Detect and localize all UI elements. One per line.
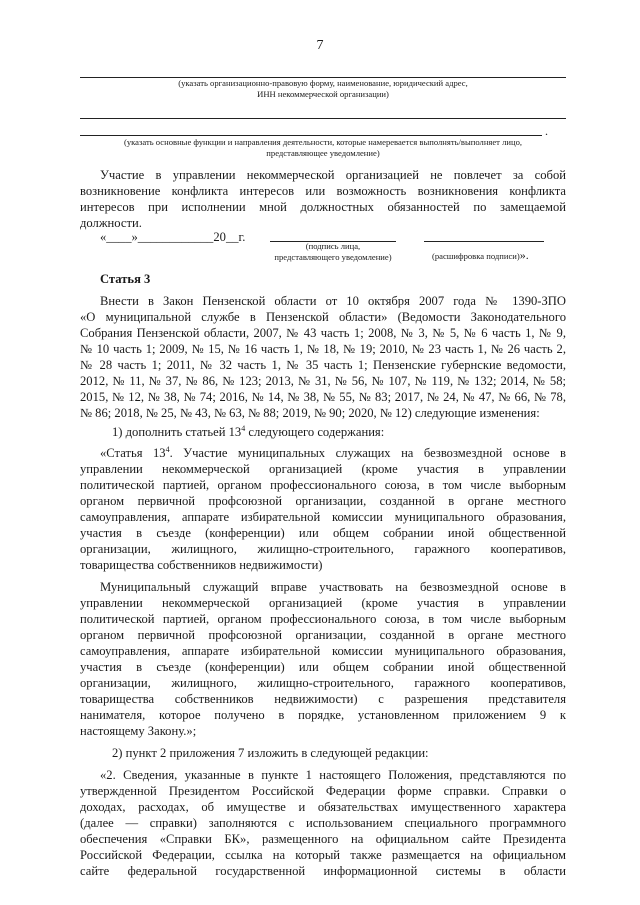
text-line: товарищества собственников недвижимости) с разрешения представителя	[80, 692, 566, 706]
text-line: Собрания Пензенской области, 2007, № 43 часть 1; 2008, № 3, № 5, № 6 часть 1, № 9,	[80, 326, 566, 340]
signature-date: «____»____________20__г.	[100, 230, 246, 244]
text-line: органом первичной профсоюзной организации, созданной в органе местного	[80, 628, 566, 642]
text-line: «2. Сведения, указанные в пункте 1 настоящего Положения, представляются по	[100, 768, 566, 782]
text-line: Участие в управлении некоммерческой организацией не повлечет за собой	[100, 168, 566, 182]
text-line: политической партией, органом профессионального союза, в том числе выборным	[80, 612, 566, 626]
signature-caption: (подпись лица, представляющего уведомление)	[274, 241, 392, 262]
quote-close: ».	[519, 248, 529, 262]
text-line: 2012, № 11, № 37, № 86, № 123; 2013, № 31, № 56, № 107, № 119, № 132; 2014, № 58;	[80, 374, 566, 388]
text-line: № 10 часть 1; 2009, № 15, № 16 часть 1, № 18, № 19; 2010, № 23 часть 1, № 26 часть 2,	[80, 342, 566, 356]
decode-caption: (расшифровка подписи)».	[432, 248, 529, 262]
text-line: № 28 часть 1; 2011, № 32 часть 1, № 35 часть 1; Пензенские губернские ведомости,	[80, 358, 566, 372]
text-line: сайте федеральной государственной информационной системы в области	[80, 864, 566, 878]
text-line: настоящему Закону.»;	[80, 724, 197, 738]
text-line: 2015, № 12, № 38, № 74; 2016, № 14, № 38, № 55, № 83; 2017, № 24, № 47, № 66, № 78,	[80, 390, 566, 404]
article-heading: Статья 3	[100, 272, 151, 286]
text-line: должности.	[80, 216, 142, 230]
text-line: товарищества собственников недвижимости)	[80, 558, 323, 572]
text-line: Российской Федерации, ссылка на который также размещается на официальном	[80, 848, 566, 862]
list-item-1: 1) дополнить статьей $13^4$ следующего содержания:	[112, 423, 385, 439]
text-line: управлении некоммерческой организацией (кроме участия в управлении	[80, 596, 566, 610]
decode-signature-line	[424, 241, 544, 242]
text-line: нанимателя, которое получено в порядке, установленном приложением 9 к	[80, 708, 566, 722]
fill-line-functions-1	[80, 118, 566, 119]
text-line: организации, жилищного, жилищно-строительного, гаражного кооперативов,	[80, 542, 566, 556]
text-line: «Статья $13^4$. Участие муниципальных служащих на безвозмездной основе в	[100, 444, 567, 460]
text-line: политической партией, органом профессионального союза, в том числе выборным	[80, 478, 566, 492]
text-line: (далее — справки) заполняются с использованием специального программного	[80, 816, 566, 830]
text-line: самоуправления, аппарате избирательной комиссии муниципального образования,	[80, 510, 566, 524]
text-line: обеспечения «Справки БК», размещенного на официальном сайте Президента	[80, 832, 566, 846]
text-line: Муниципальный служащий вправе участвовать на безвозмездной основе в	[100, 580, 566, 594]
text-line: возникновение конфликта интересов или возможность возникновения конфликта	[80, 184, 566, 198]
text-line: № 86; 2018, № 25, № 43, № 63, № 88; 2019, № 90; 2020, № 12) следующие изменения:	[80, 406, 540, 420]
text-line: Внести в Закон Пензенской области от 10 октября 2007 года № 1390-ЗПО	[100, 294, 566, 308]
text-line: самоуправления, аппарате избирательной комиссии муниципального образования,	[80, 644, 566, 658]
text-line: интересов при исполнении мной должностных обязанностей по замещаемой	[80, 200, 566, 214]
text-line: утвержденной Президентом Российской Федерации форме справки. Справки о	[80, 784, 566, 798]
page-number: 7	[316, 38, 324, 53]
fill-line-functions-2	[80, 135, 542, 136]
text-line: доходах, расходах, об имуществе и обязательствах имущественного характера	[80, 800, 566, 814]
text-line: участия в съезде (конференции) или общем собрании иной общественной	[80, 660, 566, 674]
text-line: управлении некоммерческой организацией (кроме участия в управлении	[80, 462, 566, 476]
text-line: «О муниципальной службе в Пензенской области» (Ведомости Законодательного	[80, 310, 566, 324]
list-item-2: 2) пункт 2 приложения 7 изложить в следующей редакции:	[112, 746, 429, 760]
text-line: участия в съезде (конференции) или общем собрании иной общественной	[80, 526, 566, 540]
text-line: органом первичной профсоюзной организации, созданной в органе местного	[80, 494, 566, 508]
text-line: организации, жилищного, жилищно-строительного, гаражного кооперативов,	[80, 676, 566, 690]
fill-line-end-mark: .	[545, 124, 548, 138]
caption-functions: (указать основные функции и направления деятельности, которые намеревается выполнять/выполняет лицо, представляющее уведомление)	[123, 137, 523, 158]
caption-organization: (указать организационно-правовую форму, наименование, юридический адрес, ИНН некоммерческой организации)	[178, 78, 468, 99]
